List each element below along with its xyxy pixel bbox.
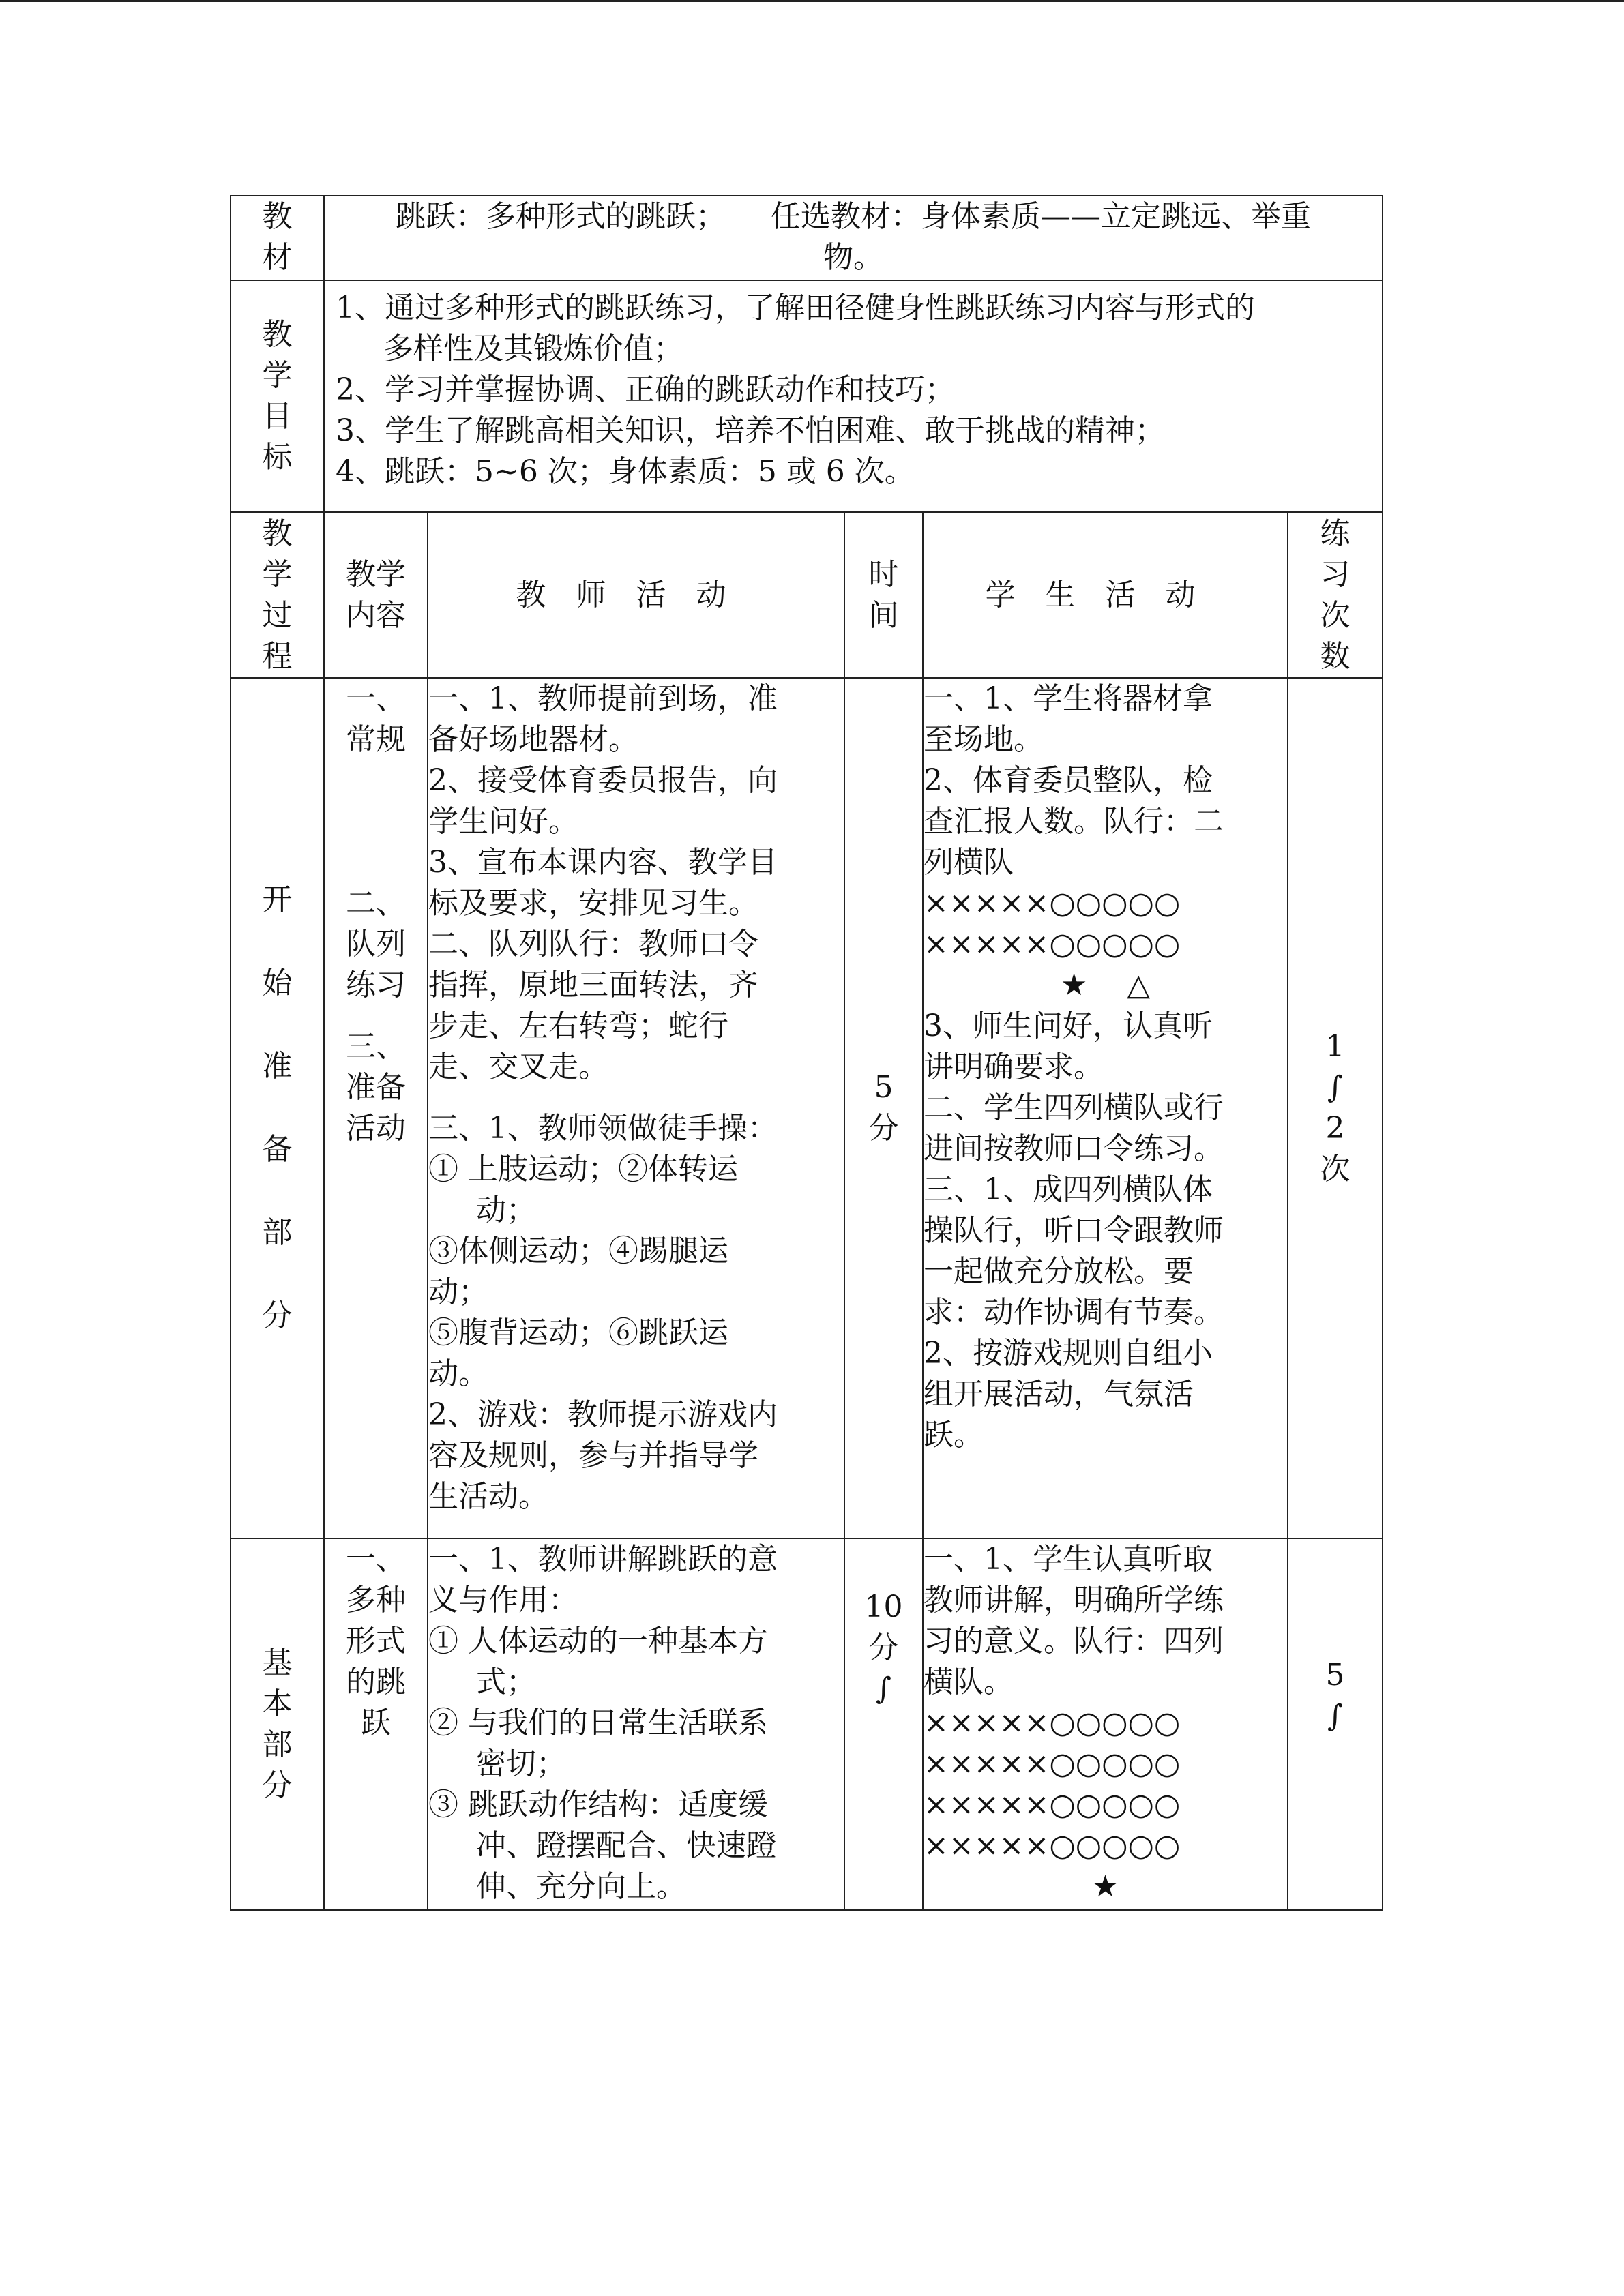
header-teacher: 教师活动: [428, 512, 844, 678]
section-main-row: [231, 1538, 1383, 1910]
objective-item: 2、学习并掌握协调、正确的跳跃动作和技巧；: [336, 372, 955, 407]
formation-row: ×××××○○○○○: [924, 886, 1181, 921]
header-count: 练 习 次 数: [1288, 512, 1383, 678]
objective-item: 4、跳跃：5~6 次；身体素质：5 或 6 次。: [336, 454, 915, 489]
objectives-content: [324, 280, 1383, 512]
header-process: 教 学 过 程: [231, 512, 324, 678]
material-content: 跳跃：多种形式的跳跃； 任选教材：身体素质——立定跳远、举重 物。: [324, 196, 1383, 280]
lesson-plan-table: [230, 195, 1383, 1911]
section-opening-label: 开 始 准 备 部 分: [231, 678, 324, 1538]
material-row: [231, 196, 1383, 280]
page-top-border: [0, 0, 1624, 2]
objective-item: 3、学生了解跳高相关知识，培养不怕困难、敢于挑战的精神；: [336, 413, 1165, 448]
formation-row: ×××××○○○○○: [924, 1705, 1181, 1740]
formation-row: ×××××○○○○○: [924, 1828, 1181, 1863]
section-opening-count: 1 ∫ 2 次: [1288, 678, 1383, 1538]
section-opening-row: [231, 678, 1383, 1538]
section-main-content: 一、 多种 形式 的跳 跃: [324, 1538, 428, 1910]
section-opening-time: 5 分: [844, 678, 923, 1538]
objectives-row: [231, 280, 1383, 512]
formation-row: ×××××○○○○○: [924, 1787, 1181, 1822]
header-time: 时 间: [844, 512, 923, 678]
section-main-time: 10 分 ∫: [844, 1538, 923, 1910]
header-content: 教学 内容: [324, 512, 428, 678]
section-main-label: 基 本 部 分: [231, 1538, 324, 1910]
teacher-position-marker: ★: [1091, 1869, 1119, 1904]
section-opening-teacher: 一、1、教师提前到场，准 备好场地器材。 2、接受体育委员报告，向 学生问好。 3、宣布本课内容、教学目 标及要求，安排见习生。 二、队列队行：教师口令 指挥，原地三面转法，齐 步走、左右转弯；蛇行 走、交叉走。 三、1、教师领做徒手操： ① 上肢运动；②体转运 动； ③体侧运动；④踢腿运 动； ⑤腹背运动；⑥跳跃运 动。 2、游戏：教师提示游戏内 容及规则，参与并指导学 生活动。: [428, 678, 844, 1538]
formation-row: ×××××○○○○○: [924, 1746, 1181, 1781]
section-opening-student: 一、1、学生将器材拿 至场地。 2、体育委员整队，检 查汇报人数。队行：二 列横队 ×××××○○○○○ ×××××○○○○○ ★ △ 3、师生问好，认真听 讲明确要求。 二、学生四列横队或行 进间按教师口令练习。 三、1、成四列横队体 操队行，听口令跟教师 一起做充分放松。要 求：动作协调有节奏。 2、按游戏规则自组小 组开展活动，气氛活 跃。: [923, 678, 1288, 1538]
material-label: 教 材: [231, 196, 324, 280]
objective-item: 多样性及其锻炼价值；: [383, 331, 683, 366]
header-row: [231, 512, 1383, 678]
section-main-student: 一、1、学生认真听取 教师讲解，明确所学练 习的意义。队行：四列 横队。 ×××××○○○○○ ×××××○○○○○ ×××××○○○○○ ×××××○○○○○ ★: [923, 1538, 1288, 1910]
section-main-teacher: 一、1、教师讲解跳跃的意 义与作用： ① 人体运动的一种基本方 式； ② 与我们的日常生活联系 密切； ③ 跳跃动作结构：适度缓 冲、蹬摆配合、快速蹬 伸、充分向上。: [428, 1538, 844, 1910]
section-main-count: 5 ∫: [1288, 1538, 1383, 1910]
teacher-position-marker: ★ △: [1060, 968, 1151, 1002]
objective-item: 1、通过多种形式的跳跃练习，了解田径健身性跳跃练习内容与形式的: [336, 290, 1255, 325]
objectives-label: 教 学 目 标: [231, 280, 324, 512]
header-student: 学生活动: [923, 512, 1288, 678]
formation-row: ×××××○○○○○: [924, 927, 1181, 961]
section-opening-content: 一、 常规 二、 队列 练习 三、 准备 活动: [324, 678, 428, 1538]
